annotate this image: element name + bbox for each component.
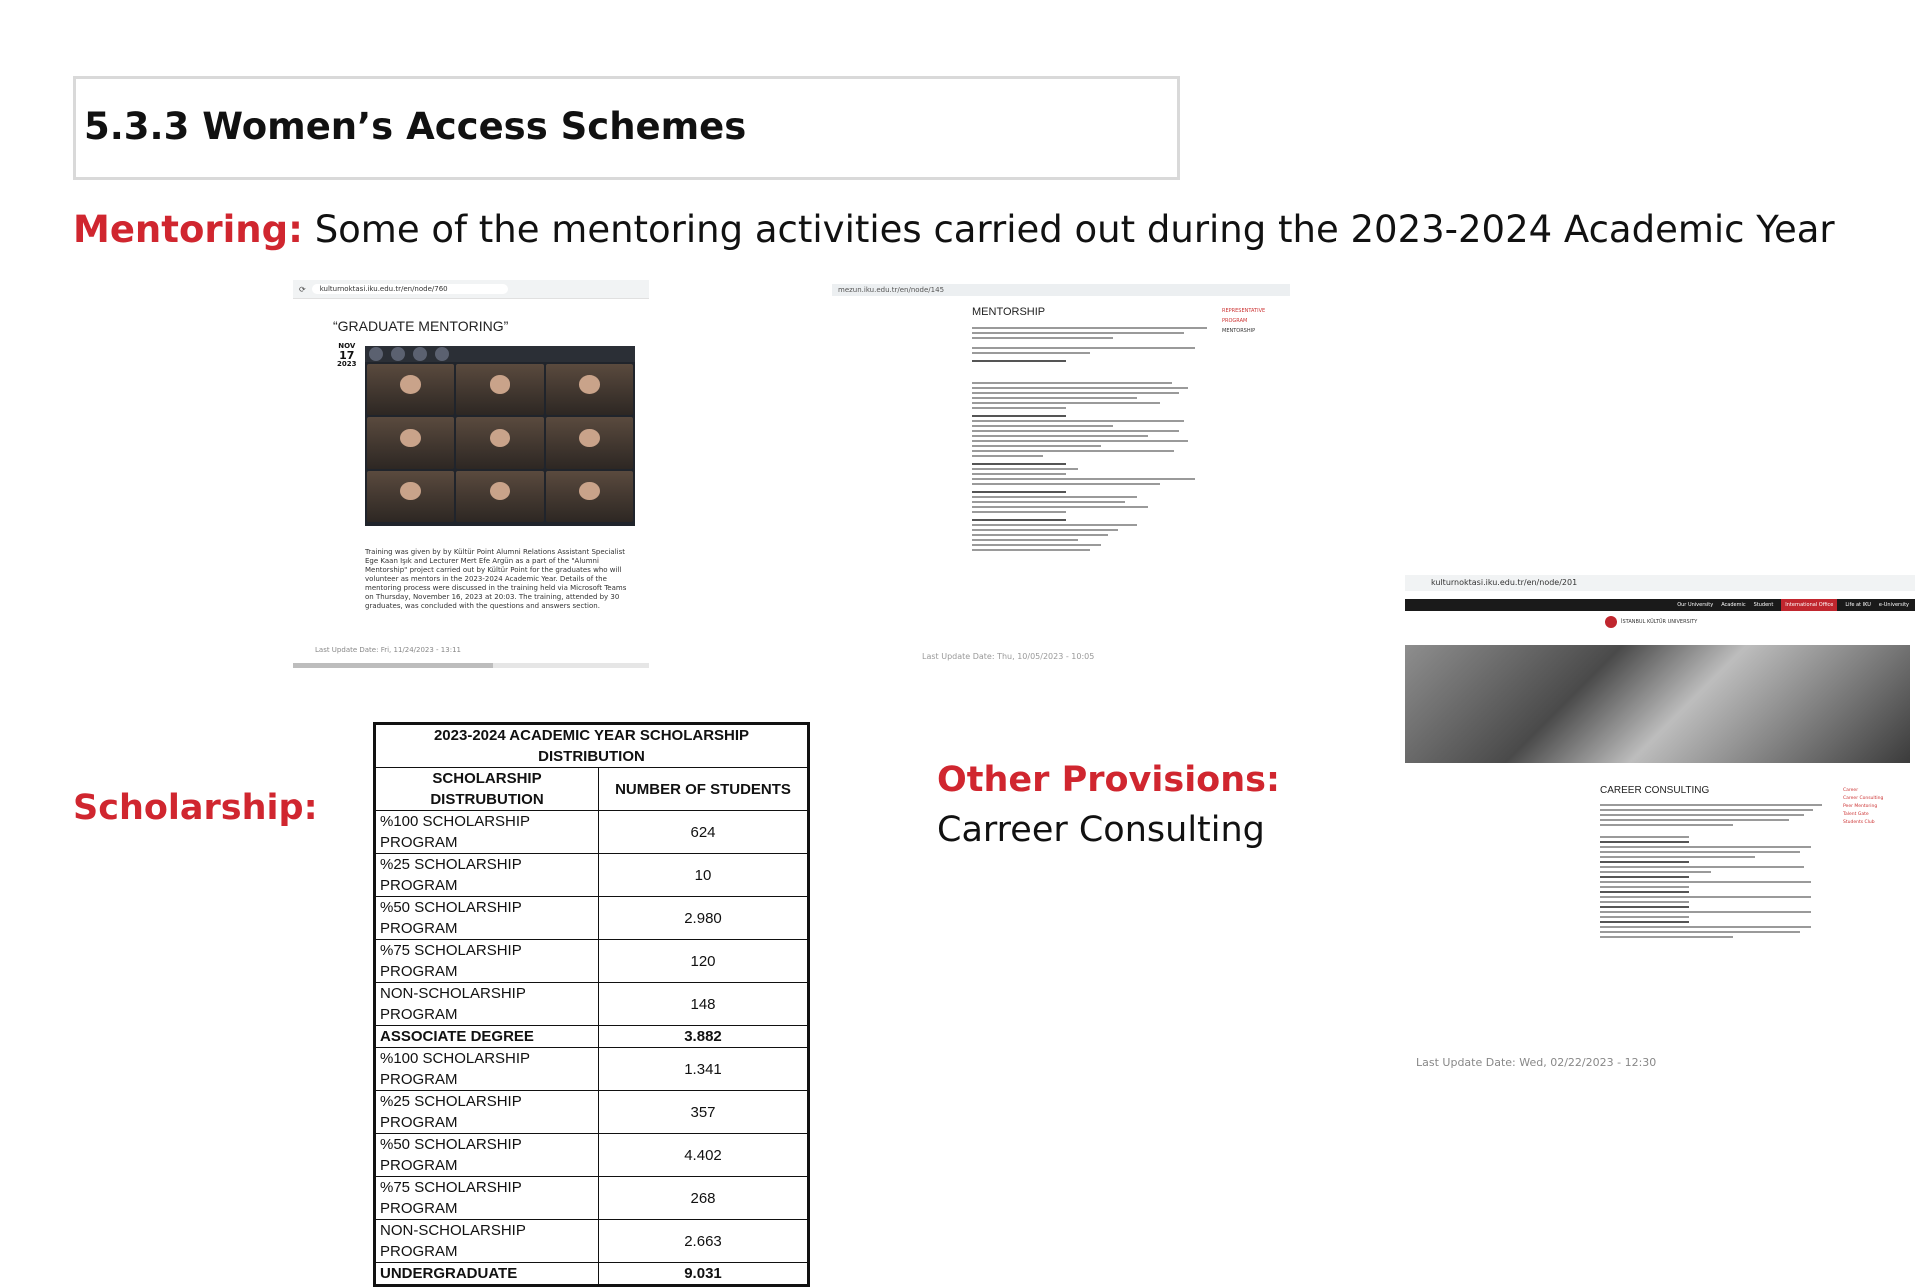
program-name: NON-SCHOLARSHIP PROGRAM xyxy=(375,1220,599,1263)
page-body xyxy=(972,324,1207,554)
student-count: 10 xyxy=(599,854,809,897)
table-row xyxy=(375,1134,809,1177)
side-item: Career Consulting xyxy=(1843,796,1884,801)
program-name: %75 SCHOLARSHIP PROGRAM xyxy=(375,940,599,983)
nav-item: Our University xyxy=(1677,602,1714,608)
side-link: REPRESENTATIVE PROGRAM xyxy=(1222,308,1266,324)
horizontal-scrollbar xyxy=(293,663,649,668)
scholarship-table xyxy=(373,722,810,1287)
browser-url-bar xyxy=(293,280,649,299)
scholarship-label: Scholarship: xyxy=(73,788,318,828)
other-provisions-label: Other Provisions: xyxy=(937,760,1280,800)
logo-icon xyxy=(1605,616,1617,628)
url-field: kulturnoktasi.iku.edu.tr/en/node/201 xyxy=(1405,575,1915,591)
student-count: 148 xyxy=(599,983,809,1026)
side-item: Students Club xyxy=(1843,820,1875,825)
table-row xyxy=(375,1091,809,1134)
program-name: NON-SCHOLARSHIP PROGRAM xyxy=(375,983,599,1026)
side-item: Talent Gate xyxy=(1843,812,1869,817)
table-row xyxy=(375,1263,809,1286)
url-field: kulturnoktasi.iku.edu.tr/en/node/760 xyxy=(312,284,508,294)
side-menu xyxy=(1222,306,1290,336)
table-row xyxy=(375,1177,809,1220)
student-count: 2.663 xyxy=(599,1220,809,1263)
program-name: %50 SCHOLARSHIP PROGRAM xyxy=(375,897,599,940)
student-count: 9.031 xyxy=(599,1263,809,1286)
last-update: Last Update Date: Wed, 02/22/2023 - 12:30 xyxy=(1416,1056,1657,1069)
student-count: 1.341 xyxy=(599,1048,809,1091)
nav-item: Academic xyxy=(1721,602,1746,608)
table-row xyxy=(375,854,809,897)
column-header: NUMBER OF STUDENTS xyxy=(599,768,809,811)
date-month: NOV xyxy=(338,342,356,350)
site-nav xyxy=(1405,599,1915,611)
page-body xyxy=(1600,801,1822,941)
page-title: MENTORSHIP xyxy=(972,306,1046,318)
table-row xyxy=(375,1048,809,1091)
program-name: UNDERGRADUATE xyxy=(375,1263,599,1286)
section-title-box xyxy=(73,76,1180,180)
table-row xyxy=(375,940,809,983)
graduate-mentoring-screenshot xyxy=(293,280,649,668)
nav-item: e-University xyxy=(1878,602,1909,608)
nav-item: Life at IKU xyxy=(1845,602,1871,608)
mentoring-label: Mentoring: xyxy=(73,208,303,251)
mentorship-screenshot xyxy=(832,284,1290,664)
university-logo xyxy=(1405,611,1915,633)
student-count: 4.402 xyxy=(599,1134,809,1177)
student-count: 3.882 xyxy=(599,1026,809,1048)
reload-icon: ⟳ xyxy=(299,284,306,294)
career-consulting-screenshot xyxy=(1405,575,1915,1075)
program-name: %25 SCHOLARSHIP PROGRAM xyxy=(375,1091,599,1134)
student-count: 268 xyxy=(599,1177,809,1220)
date-day: 17 xyxy=(339,349,355,362)
other-provisions-item: Carreer Consulting xyxy=(937,810,1265,850)
program-name: ASSOCIATE DEGREE xyxy=(375,1026,599,1048)
date-year: 2023 xyxy=(337,360,357,368)
table-row xyxy=(375,1026,809,1048)
program-name: %75 SCHOLARSHIP PROGRAM xyxy=(375,1177,599,1220)
table-row xyxy=(375,897,809,940)
side-item: Peer Mentoring xyxy=(1843,804,1878,809)
last-update: Last Update Date: Fri, 11/24/2023 - 13:11 xyxy=(315,646,461,654)
table-row xyxy=(375,983,809,1026)
side-menu xyxy=(1843,787,1883,827)
program-name: %50 SCHOLARSHIP PROGRAM xyxy=(375,1134,599,1177)
url-field: mezun.iku.edu.tr/en/node/145 xyxy=(832,284,1290,296)
program-name: %100 SCHOLARSHIP PROGRAM xyxy=(375,1048,599,1091)
program-name: %25 SCHOLARSHIP PROGRAM xyxy=(375,854,599,897)
table-row xyxy=(375,811,809,854)
student-count: 2.980 xyxy=(599,897,809,940)
mentoring-line xyxy=(73,208,1835,251)
column-header: SCHOLARSHIP DISTRUBUTION xyxy=(375,768,599,811)
logo-text: İSTANBUL KÜLTÜR UNIVERSITY xyxy=(1621,619,1698,625)
post-date xyxy=(337,342,356,369)
post-title: “GRADUATE MENTORING” xyxy=(333,318,509,334)
student-count: 357 xyxy=(599,1091,809,1134)
post-body: Training was given by by Kültür Point Alumni Relations Assistant Specialist Ege Kaan Işık and Lecturer Mert Efe Argün as a part of the "Alumni Mentorship" project carried out by Kültür Point for the graduates who will volunteer as mentors in the 2023-2024 Academic Year. Details of the mentoring process were discussed in the training held via Microsoft Teams on Thursday, November 16, 2023 at 20:03. The training, attended by 30 graduates, was concluded with the questions and answers section. xyxy=(365,548,627,610)
video-call-image xyxy=(365,346,635,526)
nav-item: Student xyxy=(1753,602,1774,608)
last-update: Last Update Date: Thu, 10/05/2023 - 10:05 xyxy=(922,652,1095,661)
hero-image xyxy=(1405,645,1910,763)
mentoring-text: Some of the mentoring activities carried out during the 2023-2024 Academic Year xyxy=(314,208,1835,251)
page-title: CAREER CONSULTING xyxy=(1600,785,1710,796)
side-item: MENTORSHIP xyxy=(1222,328,1256,334)
student-count: 624 xyxy=(599,811,809,854)
section-title: 5.3.3 Women’s Access Schemes xyxy=(84,105,747,148)
student-count: 120 xyxy=(599,940,809,983)
nav-item: International Office xyxy=(1781,599,1837,611)
program-name: %100 SCHOLARSHIP PROGRAM xyxy=(375,811,599,854)
table-row xyxy=(375,1220,809,1263)
side-item: Career xyxy=(1843,788,1859,793)
table-title: 2023-2024 ACADEMIC YEAR SCHOLARSHIP DISTRIBUTION xyxy=(375,724,809,768)
